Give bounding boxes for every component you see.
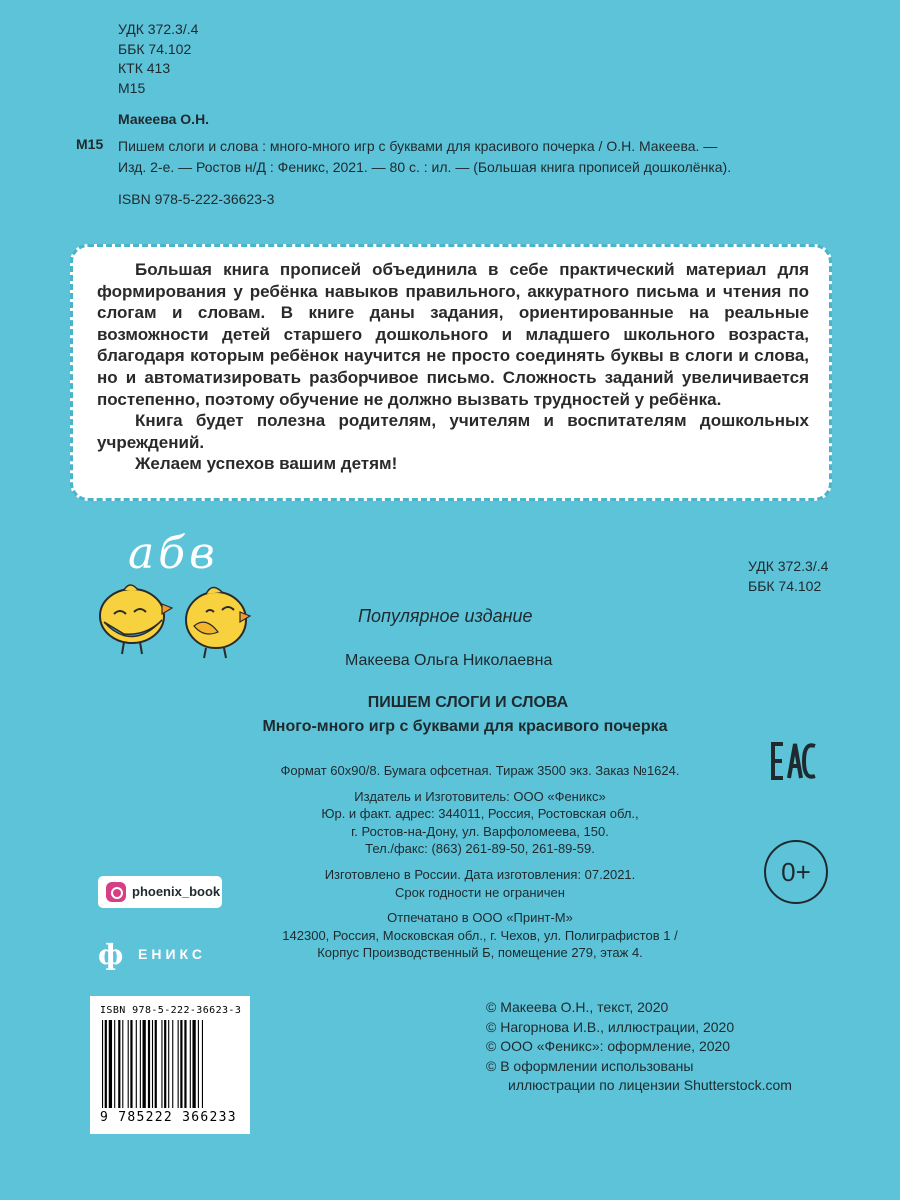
age-rating-badge: 0+ (764, 840, 828, 904)
barcode-bar (161, 1020, 162, 1108)
printer-address-line: Корпус Производственный Б, помещение 279, этаж 4. (317, 945, 643, 961)
barcode-bar (184, 1020, 186, 1108)
address-line: г. Ростов-на-Дону, ул. Варфоломеева, 150. (351, 823, 609, 839)
eac-mark-icon (770, 740, 818, 782)
biblio-line: Изд. 2-е. — Ростов н/Д : Феникс, 2021. — 80 с. : ил. — (Большая книга прописей дошколёнка). (118, 159, 732, 175)
blue-bird-icon (100, 585, 172, 654)
biblio-line: Пишем слоги и слова : много-много игр с буквами для красивого почерка / О.Н. Макеева. — (118, 138, 718, 154)
barcode-bar (192, 1020, 195, 1108)
publisher-line: Издатель и Изготовитель: ООО «Феникс» (354, 788, 606, 804)
barcode-bar (122, 1020, 123, 1108)
made-in-line: Изготовлено в России. Дата изготовления: 07.2021. (324, 866, 636, 882)
barcode-bar (152, 1020, 153, 1108)
yellow-bird-icon (186, 587, 250, 658)
barcode-bar (114, 1020, 115, 1108)
author-full-name: Макеева Ольга Николаевна (345, 652, 553, 669)
edition-type: Популярное издание (358, 606, 533, 626)
book-subtitle: Много-много игр с буквами для красивого почерка (262, 718, 668, 735)
format-line: Формат 60x90/8. Бумага офсетная. Тираж 3500 экз. Заказ №1624. (280, 763, 680, 778)
barcode-bar (190, 1020, 191, 1108)
phone-line: Тел./факс: (863) 261-89-50, 261-89-59. (365, 841, 595, 857)
barcode-bar (178, 1020, 179, 1108)
udk-code: УДК 372.3/.4 (748, 558, 829, 574)
catalog-author: Макеева О.Н. (118, 111, 210, 127)
annotation-paragraph: Желаем успехов вашим детям! (135, 454, 398, 474)
barcode-bar (148, 1020, 150, 1108)
printer-line: Отпечатано в ООО «Принт-М» (387, 910, 573, 926)
barcode-bar (202, 1020, 203, 1108)
copyright-line: © В оформлении использованы (486, 1057, 694, 1074)
barcode-bar (130, 1020, 132, 1108)
barcode-bar (102, 1020, 103, 1108)
barcode-bar (105, 1020, 107, 1108)
catalog-codes (118, 20, 198, 98)
copyright-line: иллюстрации по лицензии Shutterstock.com (508, 1077, 792, 1093)
barcode-bar (128, 1020, 129, 1108)
barcode (90, 996, 250, 1134)
copyright-line: © ООО «Феникс»: оформление, 2020 (486, 1038, 731, 1054)
barcode-bar (155, 1020, 157, 1108)
isbn-line: ISBN 978-5-222-36623-3 (118, 191, 275, 207)
bbk-code: ББК 74.102 (118, 40, 192, 57)
barcode-isbn: ISBN 978-5-222-36623-3 (100, 1005, 242, 1016)
barcode-bar (136, 1020, 137, 1108)
barcode-bar (109, 1020, 112, 1108)
barcode-number: 9 785222 366233 (100, 1110, 237, 1125)
logo-letter: ф (98, 938, 124, 971)
address-line: Юр. и факт. адрес: 344011, Россия, Ростовская обл., (321, 806, 639, 822)
barcode-bar (168, 1020, 169, 1108)
book-title: ПИШЕМ СЛОГИ И СЛОВА (367, 694, 569, 711)
instagram-badge (98, 876, 222, 908)
printer-address-line: 142300, Россия, Московская обл., г. Чехов, ул. Полиграфистов 1 / (282, 927, 678, 943)
shelf-life-line: Срок годности не ограничен (395, 884, 565, 900)
logo-text: ЕНИКС (138, 946, 206, 962)
barcode-bar (118, 1020, 120, 1108)
instagram-handle: phoenix_book (132, 884, 221, 899)
barcode-bar (140, 1020, 141, 1108)
author-sign-code: М15 (76, 136, 104, 152)
udk-code: УДК 372.3/.4 (118, 21, 199, 37)
ktk-code: КТК 413 (118, 60, 171, 76)
bbk-code: ББК 74.102 (748, 578, 822, 594)
barcode-bar (180, 1020, 182, 1108)
imprint-details (180, 762, 780, 962)
imprint-codes (748, 556, 828, 596)
barcode-bar (143, 1020, 146, 1108)
annotation-paragraph: Книга будет полезна родителям, учителям и воспитателям дошкольных учреждений. (97, 411, 809, 452)
cursive-letters: абв (128, 528, 219, 579)
copyright-block (486, 998, 792, 1096)
copyright-line: © Макеева О.Н., текст, 2020 (486, 999, 669, 1015)
bibliographic-description (118, 136, 818, 178)
barcode-bar (198, 1020, 199, 1108)
birds-illustration (94, 576, 254, 660)
annotation-paragraph: Большая книга прописей объединила в себе практический материал для формирования у ребёнка навыков правильного, аккуратного письма и чтения по слогам и словам. В книге даны задания, ориентированные на реальные возможности детей старшего дошкольного и младшего школьного возраста, благодаря которым ребёнок научится не просто соединять буквы в слоги и слова, но и автоматизировать разборчивое письмо. Сложность заданий увеличивается постепенно, поэтому обучение не должно вызвать трудностей у ребёнка. (97, 260, 809, 409)
instagram-icon (106, 882, 126, 902)
barcode-bars (102, 1020, 238, 1108)
annotation-box (70, 244, 832, 501)
barcode-bar (172, 1020, 173, 1108)
copyright-line: © Нагорнова И.В., иллюстрации, 2020 (486, 1018, 735, 1035)
author-mark: М15 (118, 79, 146, 96)
barcode-bar (164, 1020, 166, 1108)
